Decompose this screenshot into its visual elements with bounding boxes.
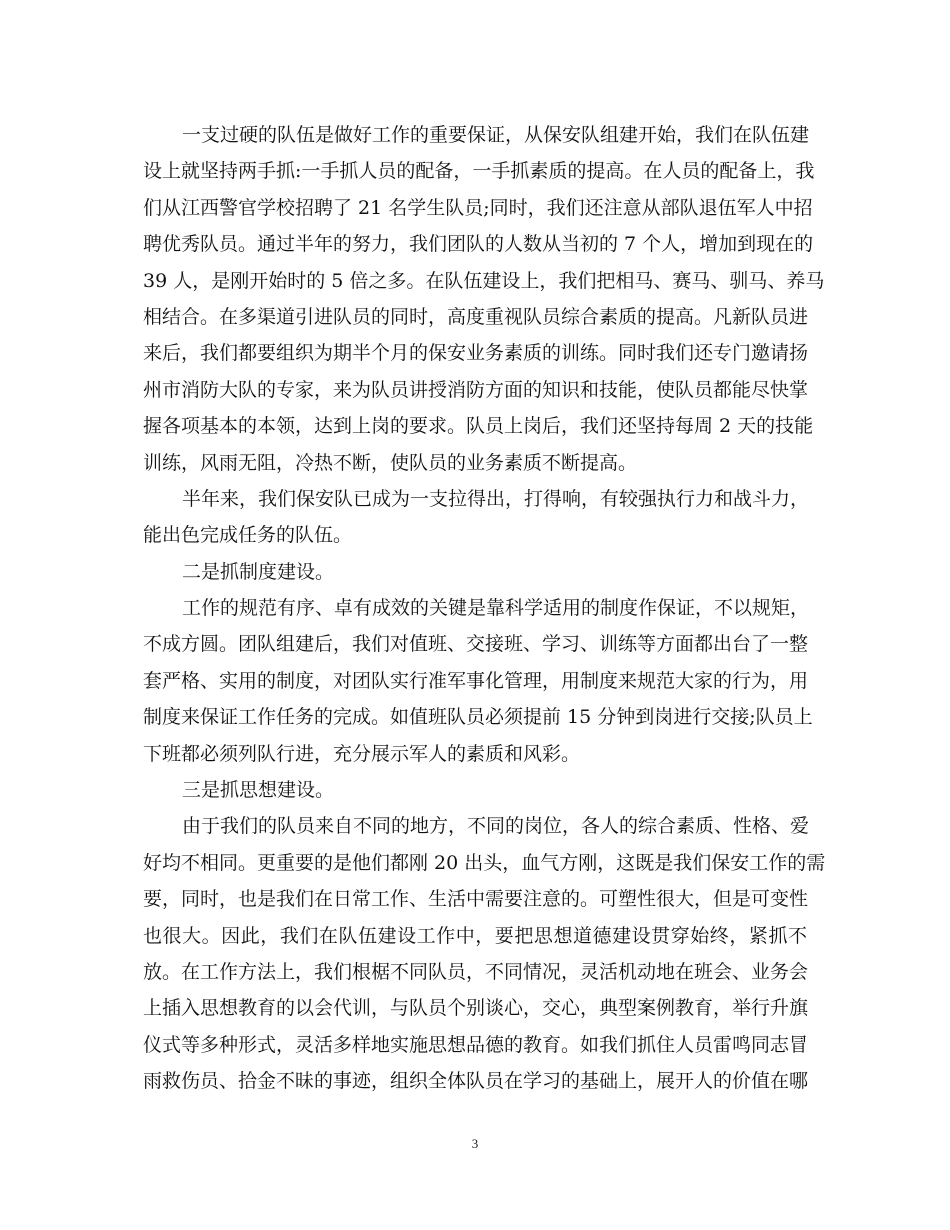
paragraph [143, 481, 810, 554]
text-line: 握各项基本的本领，达到上岗的要求。队员上岗后，我们还坚持每周 2 天的技能 [143, 415, 814, 438]
text-line: 好均不相同。更重要的是他们都刚 20 出头，血气方刚，这既是我们保安工作的需 [143, 851, 826, 874]
section-heading [143, 554, 807, 590]
page-number: 3 [471, 1136, 479, 1151]
text-line: 聘优秀队员。通过半年的努力，我们团队的人数从当初的 7 个人，增加到现在的 [143, 233, 814, 256]
text-line: 一支过硬的队伍是做好工作的重要保证，从保安队组建开始，我们在队伍建 [182, 124, 810, 146]
text-line: 由于我们的队员来自不同的地方，不同的岗位，各人的综合素质、性格、爱 [182, 815, 810, 838]
text-line: 上插入思想教育的以会代训，与队员个别谈心，交心，典型案例教育，举行升旗 [143, 997, 809, 1020]
text-line: 们从江西警官学校招聘了 21 名学生队员;同时，我们还注意从部队退伍军人中招 [143, 196, 813, 219]
text-line: 不成方圆。团队组建后，我们对值班、交接班、学习、训练等方面都出台了一整 [143, 633, 809, 656]
text-line: 州市消防大队的专家，来为队员讲授消防方面的知识和技能，使队员都能尽快掌 [143, 378, 809, 401]
document-body [143, 117, 826, 1100]
text-line: 三是抓思想建设。 [182, 779, 335, 802]
text-line: 套严格、实用的制度，对团队实行准军事化管理，用制度来规范大家的行为，用 [143, 669, 809, 692]
text-line: 雨救伤员、拾金不昧的事迹，组织全体队员在学习的基础上，展开人的价值在哪 [143, 1070, 809, 1093]
text-line: 下班都必须列队行进，充分展示军人的素质和风彩。 [143, 742, 581, 765]
text-line: 设上就坚持两手抓:一手抓人员的配备，一手抓素质的提高。在人员的配备上，我 [143, 160, 815, 183]
text-line: 也很大。因此，我们在队伍建设工作中，要把思想道德建设贯穿始终，紧抓不 [143, 924, 807, 947]
text-line: 来后，我们都要组织为期半个月的保安业务素质的训练。同时我们还专门邀请扬 [143, 342, 809, 365]
text-line: 相结合。在多渠道引进队员的同时，高度重视队员综合素质的提高。凡新队员进 [143, 305, 809, 328]
text-line: 放。在工作方法上，我们根椐不同队员，不同情况，灵活机动地在班会、业务会 [143, 960, 809, 983]
text-line: 39 人，是刚开始时的 5 倍之多。在队伍建设上，我们把相马、赛马、驯马、养马 [143, 269, 825, 292]
text-line: 二是抓制度建设。 [182, 560, 335, 583]
paragraph [143, 808, 826, 1099]
paragraph [143, 117, 825, 481]
text-line: 训练，风雨无阻，冷热不断，使队员的业务素质不断提高。 [143, 451, 638, 474]
section-heading [143, 772, 807, 808]
text-line: 仪式等多种形式，灵活多样地实施思想品德的教育。如我们抓住人员雷鸣同志冒 [143, 1033, 809, 1056]
text-line: 半年来，我们保安队已成为一支拉得出，打得响，有较强执行力和战斗力， [182, 487, 810, 510]
text-line: 工作的规范有序、卓有成效的关键是靠科学适用的制度作保证，不以规矩， [182, 597, 810, 620]
text-line: 要，同时，也是我们在日常工作、生活中需要注意的。可塑性很大，但是可变性 [143, 888, 809, 911]
text-line: 制度来保证工作任务的完成。如值班队员必须提前 15 分钟到岗进行交接;队员上 [143, 706, 813, 729]
paragraph [143, 590, 813, 772]
text-line: 能出色完成任务的队伍。 [143, 524, 353, 547]
